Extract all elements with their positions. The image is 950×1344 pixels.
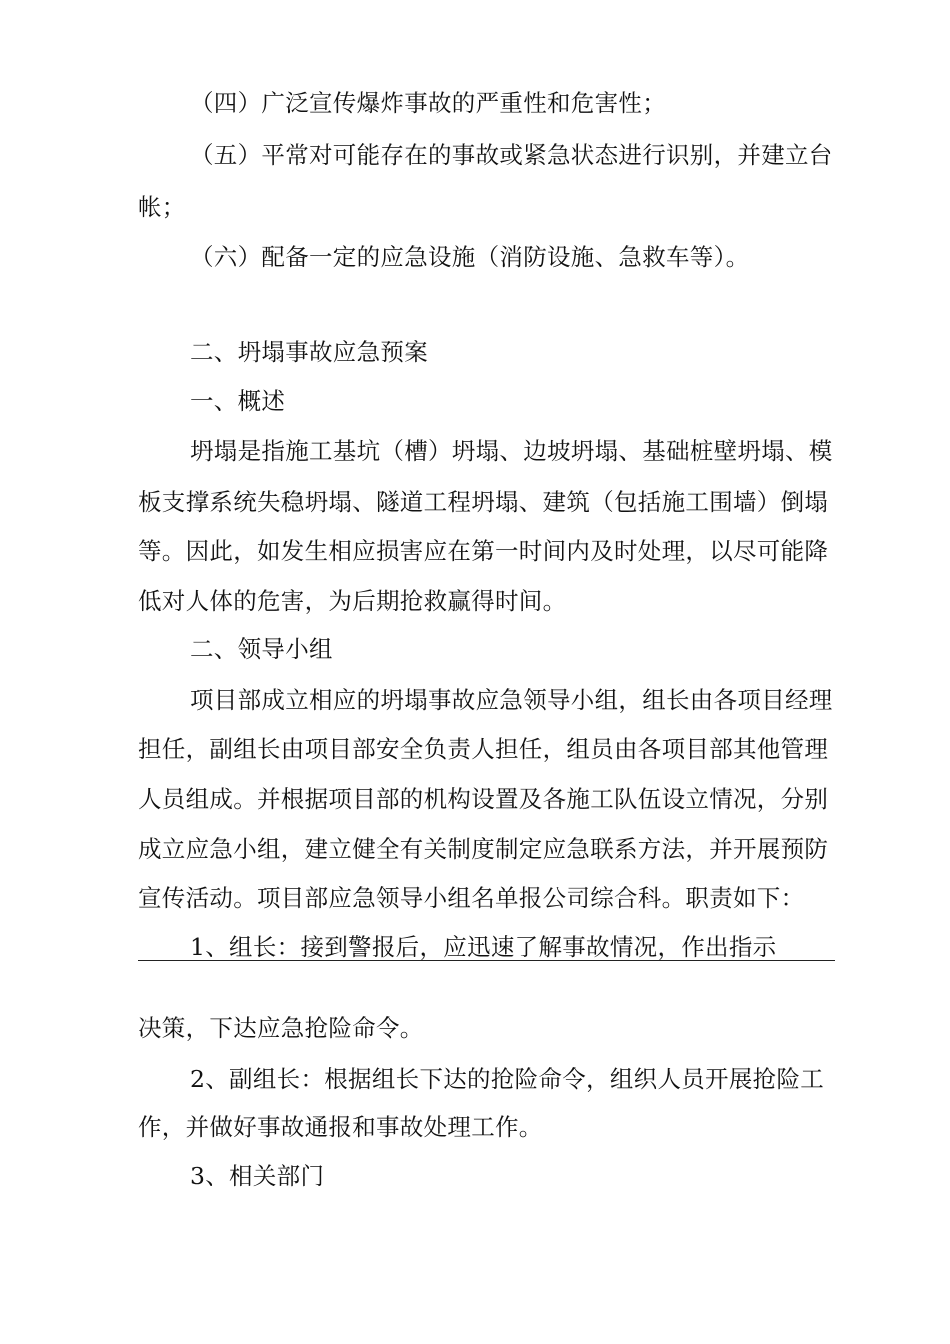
page-divider (138, 960, 835, 961)
text-line: （五）平常对可能存在的事故或紧急状态进行识别，并建立台 (190, 141, 833, 169)
text-line: 人员组成。并根据项目部的机构设置及各施工队伍设立情况，分别 (138, 785, 829, 813)
text-line: 3、相关部门 (190, 1162, 325, 1190)
subsection-heading: 二、领导小组 (190, 635, 333, 663)
text-line: 低对人体的危害，为后期抢救赢得时间。 (138, 587, 567, 615)
text-line: 作，并做好事故通报和事故处理工作。 (138, 1113, 543, 1141)
text-line: 板支撑系统失稳坍塌、隧道工程坍塌、建筑（包括施工围墙）倒塌 (138, 488, 829, 516)
text-line: 担任，副组长由项目部安全负责人担任，组员由各项目部其他管理 (138, 735, 829, 763)
subsection-heading: 一、概述 (190, 387, 286, 415)
text-line: 2、副组长：根据组长下达的抢险命令，组织人员开展抢险工 (190, 1065, 825, 1093)
text-line: （四）广泛宣传爆炸事故的严重性和危害性； (190, 89, 666, 117)
text-line: 成立应急小组，建立健全有关制度制定应急联系方法，并开展预防 (138, 835, 829, 863)
text-line: 1、组长：接到警报后，应迅速了解事故情况，作出指示 (190, 933, 777, 961)
text-line: （六）配备一定的应急设施（消防设施、急救车等）。 (190, 243, 750, 271)
text-line: 项目部成立相应的坍塌事故应急领导小组，组长由各项目经理 (190, 686, 833, 714)
section-heading: 二、坍塌事故应急预案 (190, 338, 428, 366)
text-line: 坍塌是指施工基坑（槽）坍塌、边坡坍塌、基础桩壁坍塌、模 (190, 437, 833, 465)
text-line: 等。因此，如发生相应损害应在第一时间内及时处理，以尽可能降 (138, 537, 829, 565)
text-line: 宣传活动。项目部应急领导小组名单报公司综合科。职责如下： (138, 884, 805, 912)
text-line: 决策，下达应急抢险命令。 (138, 1014, 424, 1042)
text-line: 帐； (138, 193, 186, 221)
